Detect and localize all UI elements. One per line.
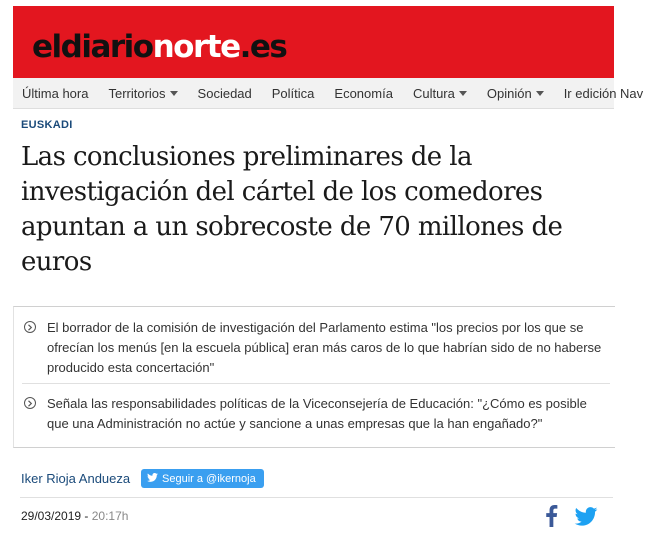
nav-item-sociedad[interactable]: [188, 86, 262, 101]
caret-down-icon: [170, 91, 178, 96]
publish-date: [21, 509, 128, 523]
nav-item-label: Cultura: [412, 85, 455, 101]
follow-label: Seguir a @ikernoja: [162, 472, 256, 485]
article-headline: Las conclusiones preliminares de la investigación del cártel de los comedores apuntan a un sobrecoste de 70 millones de euros: [21, 142, 563, 277]
nav-item-label: Opinión: [486, 85, 532, 101]
summary-item: [24, 394, 609, 434]
logo-part-norte: norte: [152, 29, 240, 65]
chevron-circle-icon: [24, 397, 36, 409]
caret-down-icon: [459, 91, 467, 96]
chevron-circle-icon: [24, 321, 36, 333]
nav-item-opinion[interactable]: [477, 86, 554, 101]
site-logo[interactable]: [32, 29, 287, 65]
masthead: [13, 6, 614, 78]
nav-item-edicion[interactable]: [554, 86, 653, 101]
summary-item: [24, 318, 609, 378]
facebook-share-button[interactable]: [545, 505, 558, 532]
nav-item-label: Territorios: [108, 85, 166, 101]
page-left-margin: [0, 0, 13, 543]
nav-item-cultura[interactable]: [403, 86, 477, 101]
logo-part-domain: .es: [239, 29, 287, 65]
logo-part-eldiario: eldiario: [32, 29, 153, 65]
main-nav: [13, 78, 644, 109]
nav-item-label: Última hora: [22, 85, 89, 101]
twitter-icon: [574, 513, 598, 530]
nav-item-label: Política: [271, 85, 315, 101]
nav-item-ultima-hora[interactable]: [13, 86, 98, 101]
caret-down-icon: [536, 91, 544, 96]
summary-text: Señala las responsabilidades políticas de la Viceconsejería de Educación: "¿Cómo es posible que una Administración no actúe y sancione a unas empresas que la han engañado?": [47, 396, 587, 431]
twitter-share-button[interactable]: [574, 507, 598, 531]
facebook-icon: [545, 514, 558, 531]
article-summary: [13, 306, 615, 448]
nav-item-label: Economía: [334, 85, 393, 101]
twitter-bird-icon: [147, 473, 158, 485]
nav-item-label: Ir edición Nav: [563, 85, 644, 101]
follow-twitter-button[interactable]: [141, 469, 264, 488]
author-name[interactable]: Iker Rioja Andueza: [21, 471, 131, 486]
nav-item-economia[interactable]: [324, 86, 403, 101]
nav-item-territorios[interactable]: [98, 86, 187, 101]
nav-item-politica[interactable]: [262, 86, 325, 101]
nav-item-label: Sociedad: [197, 85, 252, 101]
date-value: 29/03/2019: [21, 509, 82, 523]
summary-text: El borrador de la comisión de investigación del Parlamento estima "los precios por los que se ofrecían los menús [en la escuela pública] eran más caros de lo que habrían sido de no haberse producido esta concertación": [47, 320, 602, 375]
section-tag[interactable]: EUSKADI: [21, 119, 73, 131]
meta-divider: [20, 497, 613, 498]
date-separator: -: [81, 509, 92, 523]
time-value: 20:17h: [91, 509, 129, 523]
summary-divider: [22, 383, 610, 384]
